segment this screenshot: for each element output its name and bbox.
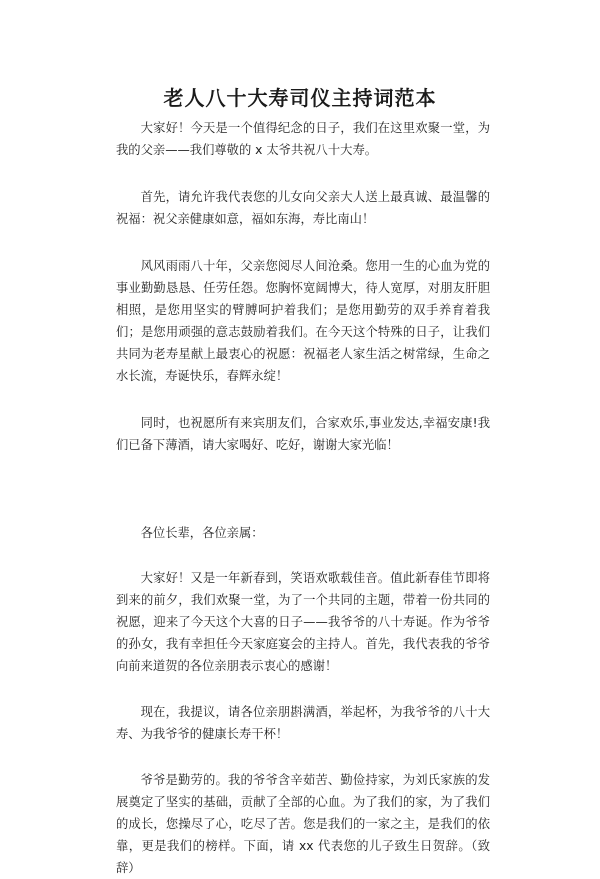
paragraph-salutation: 各位长辈，各位亲属： (140, 526, 264, 540)
document-body (116, 117, 490, 879)
paragraph-new-year-greeting: 大家好！又是一年新春到，笑语欢歌载佳音。值此新春佳节即将到来的前夕，我们欢聚一堂，为了一个共同的主题，带着一份共同的祝愿，迎来了今天这个大喜的日子——我爷爷的八十寿诞。作为爷爷的孙女，我有幸担任今天家庭宴会的主持人。首先，我代表我的爷爷向前来道贺的各位亲朋表示衷心的感谢！ (116, 571, 490, 673)
paragraph-guest-thanks: 同时，也祝愿所有来宾朋友们，合家欢乐,事业发达,幸福安康!我们已备下薄酒，请大家喝好、吃好，谢谢大家光临！ (116, 416, 490, 452)
paragraph-father-tribute: 风风雨雨八十年，父亲您阅尽人间沧桑。您用一生的心血为党的事业勤勤恳恳、任劳任怨。您胸怀宽阔博大，待人宽厚，对朋友肝胆相照，是您用坚实的臂膊呵护着我们；是您用勤劳的双手养育着我们；是您用顽强的意志鼓励着我们。在今天这个特殊的日子，让我们共同为老寿星献上最衷心的祝愿：祝福老人家生活之树常绿，生命之水长流，寿诞快乐，春辉永绽！ (116, 259, 490, 383)
document-title: 老人八十大寿司仪主持词范本 (163, 86, 437, 110)
paragraph-blessing: 首先，请允许我代表您的儿女向父亲大人送上最真诚、最温馨的祝福：祝父亲健康如意，福如东海，寿比南山！ (116, 190, 490, 226)
paragraph-opening-greeting: 大家好！今天是一个值得纪念的日子，我们在这里欢聚一堂，为我的父亲——我们尊敬的 x 太爷共祝八十大寿。 (116, 121, 490, 157)
paragraph-toast: 现在，我提议，请各位亲朋斟满酒，举起杯，为我爷爷的八十大寿、为我爷爷的健康长寿干杯！ (116, 705, 490, 741)
paragraph-grandfather-tribute: 爷爷是勤劳的。我的爷爷含辛茹苦、勤俭持家，为刘氏家族的发展奠定了坚实的基础，贡献了全部的心血。为了我们的家，为了我们的成长，您操尽了心，吃尽了苦。您是我们的一家之主，是我们的依靠，更是我们的榜样。下面，请 xx 代表您的儿子致生日贺辞。（致辞） (116, 773, 490, 875)
